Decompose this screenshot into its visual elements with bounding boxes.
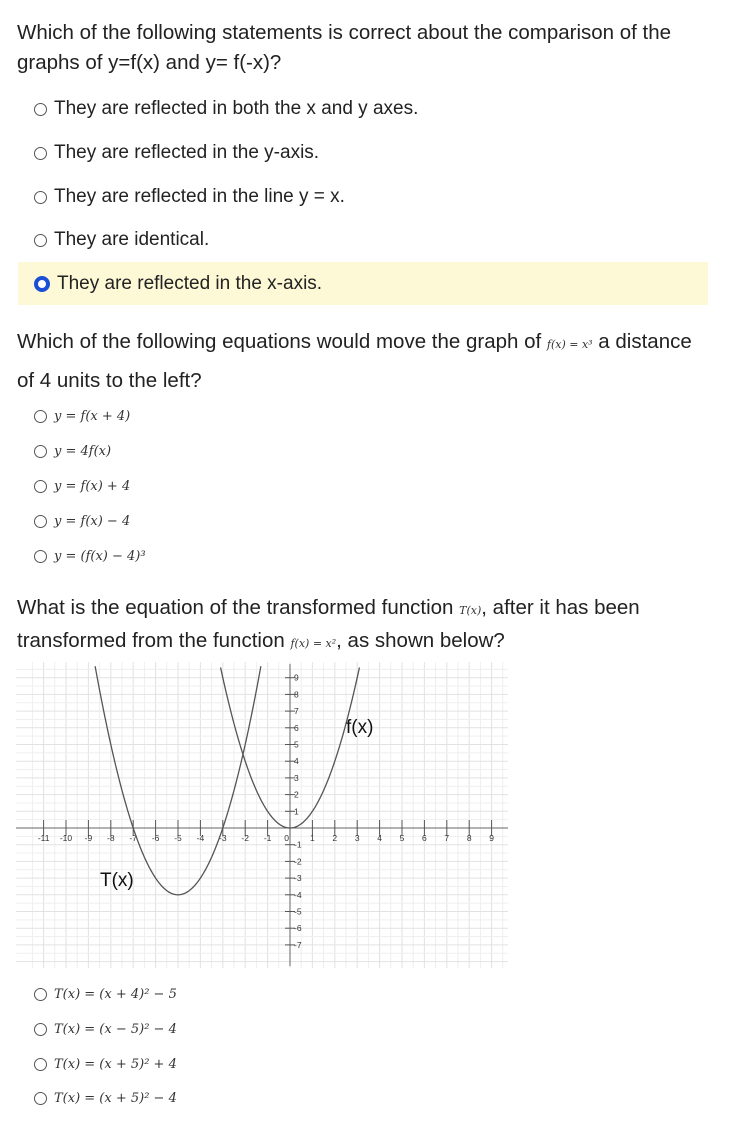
q3-option-4[interactable] (34, 1083, 177, 1113)
x-tick-label: -1 (263, 833, 272, 843)
inline-math: T(x) (459, 604, 482, 617)
y-tick-label: -7 (294, 939, 302, 950)
q2-option-3[interactable] (34, 471, 130, 501)
x-tick-label: 6 (422, 833, 427, 843)
radio-button[interactable] (34, 103, 47, 116)
y-tick-label: 6 (294, 722, 299, 733)
y-tick-label: -2 (294, 856, 302, 867)
option-label: T(x) = (x − 5)² − 4 (54, 1021, 177, 1037)
radio-button[interactable] (34, 550, 47, 563)
radio-button[interactable] (34, 191, 47, 204)
option-label: T(x) = (x + 4)² − 5 (54, 986, 177, 1002)
q1-option-2[interactable] (34, 138, 319, 168)
option-label: y = 4f(x) (54, 443, 112, 459)
q1-option-1[interactable] (34, 94, 418, 124)
y-tick-label: -4 (294, 889, 302, 900)
x-tick-label: 1 (310, 833, 315, 843)
q2-option-5[interactable] (34, 541, 146, 571)
y-tick-label: -6 (294, 923, 302, 934)
grid-lines (16, 662, 508, 968)
radio-button[interactable] (34, 445, 47, 458)
y-tick-label: 3 (294, 772, 299, 783)
x-tick-label: -9 (84, 833, 93, 843)
q3-option-3[interactable] (34, 1049, 177, 1079)
x-tick-label: 9 (489, 833, 494, 843)
option-label: They are reflected in the line y = x. (54, 186, 345, 207)
radio-button[interactable] (34, 480, 47, 493)
question-3-text: What is the equation of the transformed function T(x), after it has been transformed from the function f(x) = x², as shown below? (17, 596, 640, 652)
radio-button[interactable] (34, 988, 47, 1001)
option-label: They are reflected in the y-axis. (54, 142, 320, 163)
x-tick-label: -3 (219, 833, 227, 843)
axes (16, 664, 508, 966)
option-label: y = f(x + 4) (54, 408, 131, 424)
radio-button[interactable] (34, 1023, 47, 1036)
x-tick-label: -8 (107, 833, 115, 843)
radio-button-selected[interactable] (34, 276, 50, 292)
inline-math: f(x) = x² (290, 637, 337, 650)
x-tick-label: -11 (37, 833, 50, 843)
q1-option-5[interactable] (34, 269, 322, 299)
q3-option-2[interactable] (34, 1014, 177, 1044)
y-tick-label: -1 (294, 839, 302, 850)
curve-label-t: T(x) (100, 870, 134, 891)
option-label: y = f(x) − 4 (54, 513, 131, 529)
q1-option-3[interactable] (34, 182, 345, 212)
q3-option-1[interactable] (34, 979, 177, 1009)
x-tick-label: 5 (399, 833, 405, 843)
x-tick-label: 4 (377, 833, 382, 843)
y-tick-label: -3 (294, 873, 302, 884)
function-graph (16, 662, 508, 968)
option-label: y = (f(x) − 4)³ (54, 548, 146, 564)
y-tick-label: 1 (294, 806, 299, 817)
option-label: They are identical. (54, 229, 210, 250)
q1-option-4[interactable] (34, 225, 209, 255)
q2-option-4[interactable] (34, 506, 130, 536)
question-1-text: Which of the following statements is correct about the comparison of the graphs of y=f(x) and y= f(-x)? (17, 21, 672, 74)
q2-option-1[interactable] (34, 401, 130, 431)
y-tick-label: 2 (294, 789, 299, 800)
option-label: T(x) = (x + 5)² + 4 (54, 1056, 177, 1072)
option-label: T(x) = (x + 5)² − 4 (54, 1090, 177, 1106)
option-label: They are reflected in the x-axis. (57, 273, 323, 294)
x-tick-label: -5 (174, 833, 182, 843)
inline-math: f(x) = x³ (546, 338, 593, 351)
x-tick-label: -6 (151, 833, 160, 843)
curve-label-f: f(x) (346, 717, 374, 738)
x-tick-label: 3 (354, 833, 360, 843)
radio-button[interactable] (34, 147, 47, 160)
radio-button[interactable] (34, 1092, 47, 1105)
y-tick-label: -5 (294, 906, 302, 917)
x-tick-label: -10 (59, 833, 73, 843)
origin-label: 0 (284, 833, 289, 843)
radio-button[interactable] (34, 515, 47, 528)
x-tick-label: -4 (196, 833, 205, 843)
x-tick-label: -2 (241, 833, 249, 843)
radio-button[interactable] (34, 410, 47, 423)
y-tick-label: 9 (294, 672, 299, 683)
radio-button[interactable] (34, 234, 47, 247)
x-tick-label: 8 (466, 833, 472, 843)
question-2-text: Which of the following equations would move the graph of f(x) = x³ a distance of 4 units to the left? (17, 330, 692, 392)
x-tick-label: 2 (332, 833, 338, 843)
y-tick-label: 4 (294, 756, 299, 767)
x-tick-label: -7 (129, 833, 137, 843)
q2-option-2[interactable] (34, 436, 111, 466)
y-tick-label: 7 (294, 706, 299, 717)
radio-button[interactable] (34, 1058, 47, 1071)
y-tick-label: 5 (294, 739, 299, 750)
option-label: They are reflected in both the x and y axes. (54, 98, 419, 119)
y-tick-label: 8 (294, 689, 299, 700)
option-label: y = f(x) + 4 (54, 478, 131, 494)
x-tick-label: 7 (444, 833, 450, 843)
